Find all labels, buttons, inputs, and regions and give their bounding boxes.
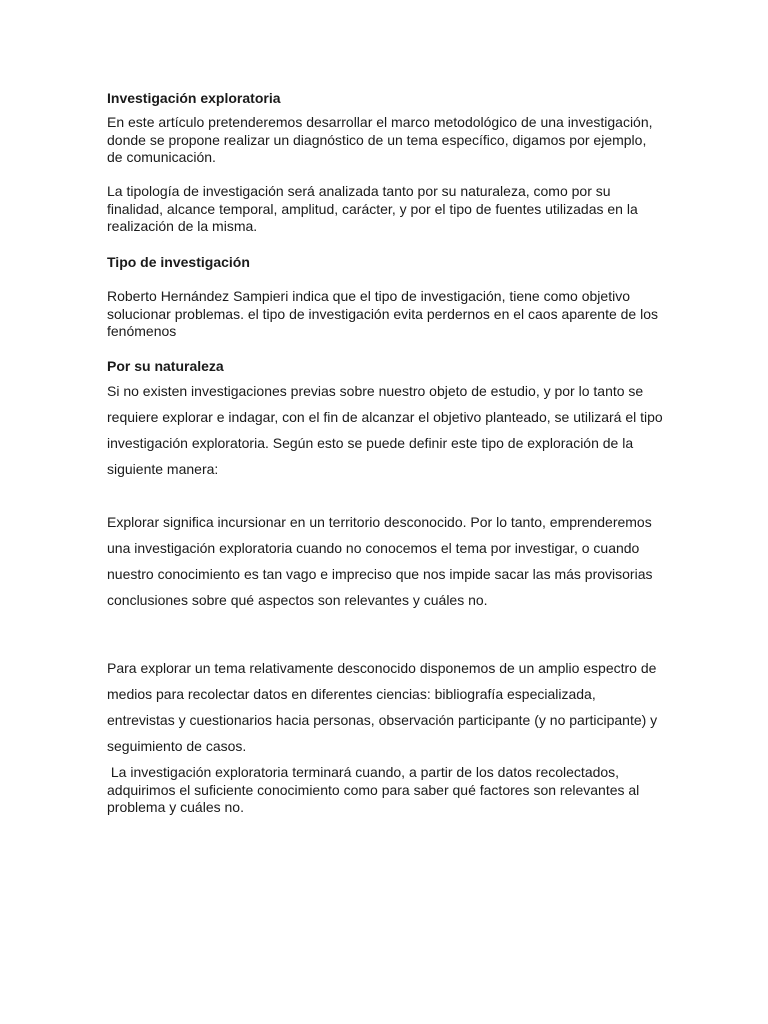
paragraph-sampieri: Roberto Hernández Sampieri indica que el tipo de investigación, tiene como objetivo solucionar problemas. el tipo de investigación evita perdernos en el caos aparente de los fenómenos — [107, 288, 659, 339]
heading-por-su-naturaleza: Por su naturaleza — [107, 358, 224, 374]
heading-tipo-de-investigacion: Tipo de investigación — [107, 254, 250, 270]
paragraph-investigaciones-previas: Si no existen investigaciones previas sobre nuestro objeto de estudio, y por lo tanto se requiere explorar e indagar, con el fin de alcanzar el objetivo planteado, se utilizará el tipo investigación exploratoria. Según esto se puede definir este tipo de exploración de la siguiente manera: — [107, 383, 663, 477]
paragraph-explorar-significa: Explorar significa incursionar en un territorio desconocido. Por lo tanto, emprenderemos una investigación exploratoria cuando no conocemos el tema por investigar, o cuando nuestro conocimiento es tan vago e impreciso que nos impide sacar las más provisorias conclusiones sobre qué aspectos son relevantes y cuáles no. — [107, 514, 653, 608]
heading-investigacion-exploratoria: Investigación exploratoria — [107, 90, 281, 106]
paragraph-medios-recolectar: Para explorar un tema relativamente desconocido disponemos de un amplio espectro de medios para recolectar datos en diferentes ciencias: bibliografía especializada, entrevistas y cuestionarios hacia personas, observación participante (y no participante) y seguimiento de casos. — [107, 660, 658, 754]
paragraph-tipologia: La tipología de investigación será analizada tanto por su naturaleza, como por su finalidad, alcance temporal, amplitud, carácter, y por el tipo de fuentes utilizadas en la realización de la misma. — [107, 183, 638, 234]
paragraph-conclusion: La investigación exploratoria terminará cuando, a partir de los datos recolectados, adquirimos el suficiente conocimiento como para saber qué factores son relevantes al problema y cuáles no. — [107, 764, 644, 815]
paragraph-intro: En este artículo pretenderemos desarrollar el marco metodológico de una investigación, donde se propone realizar un diagnóstico de un tema específico, digamos por ejemplo, de comunicación. — [107, 114, 653, 165]
